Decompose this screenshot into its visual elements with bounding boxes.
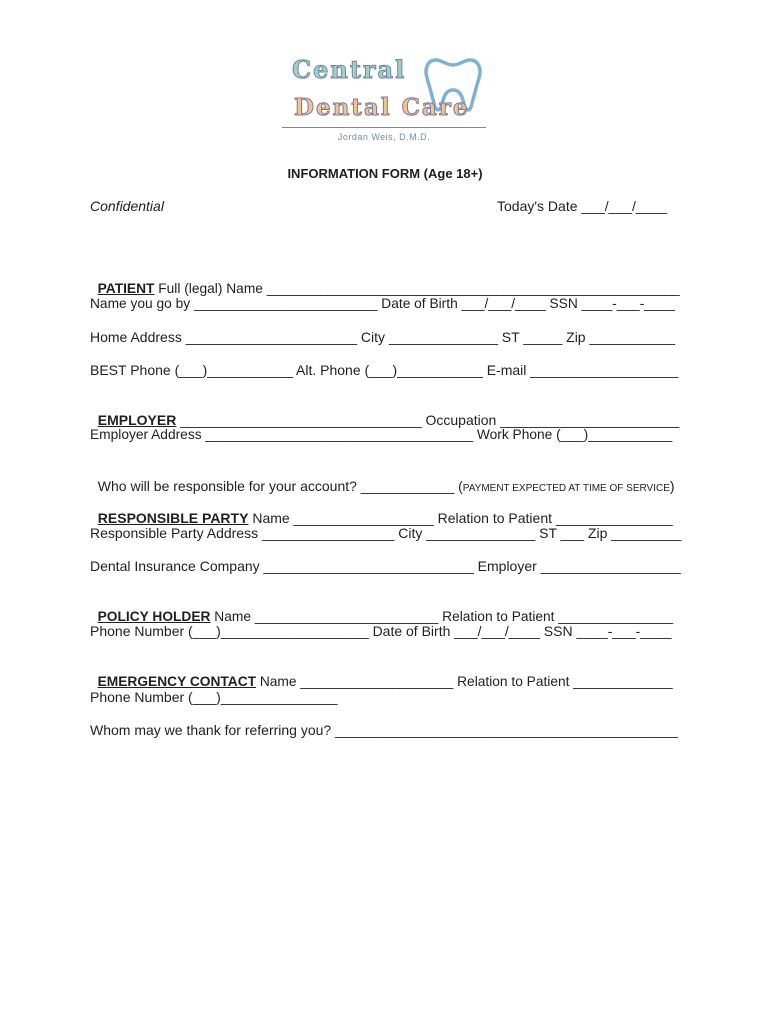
- employer-field[interactable]: _______________________________ Occupation _______________________: [176, 412, 680, 428]
- insurance-row[interactable]: Dental Insurance Company ___________________________ Employer __________________: [90, 558, 681, 574]
- form-title: INFORMATION FORM (Age 18+): [287, 166, 483, 181]
- home-address-row[interactable]: Home Address ______________________ City ______________ ST _____ Zip ___________: [90, 329, 676, 345]
- todays-date-field[interactable]: Today's Date ___/___/____: [497, 198, 668, 214]
- practice-logo: [282, 52, 488, 142]
- patient-heading: PATIENT: [97, 281, 155, 296]
- logo-doctor-name: Jordan Weis, D.M.D.: [337, 132, 431, 142]
- emergency-contact-row[interactable]: [90, 655, 682, 691]
- referral-row[interactable]: Whom may we thank for referring you? ____________________________________________: [90, 722, 678, 738]
- patient-name-row[interactable]: [90, 262, 682, 298]
- responsible-party-row[interactable]: [90, 491, 682, 527]
- payment-note: PAYMENT EXPECTED AT TIME OF SERVICE: [462, 483, 670, 494]
- logo-line-central: Central: [292, 55, 407, 84]
- phone-email-row[interactable]: BEST Phone (___)___________ Alt. Phone (___)___________ E-mail ___________________: [90, 362, 679, 378]
- emergency-contact-field[interactable]: Name ____________________ Relation to Patient _____________: [256, 674, 673, 689]
- responsible-account-field[interactable]: Who will be responsible for your account? ____________ (: [97, 478, 463, 494]
- responsible-party-heading: RESPONSIBLE PARTY: [97, 510, 249, 526]
- logo-line-dental-care: Dental Care: [294, 94, 470, 121]
- employer-heading: EMPLOYER: [97, 412, 177, 428]
- responsible-party-address-row[interactable]: Responsible Party Address _________________ City ______________ ST ___ Zip _________: [90, 525, 682, 541]
- policy-holder-row[interactable]: [90, 590, 682, 626]
- employer-address-row[interactable]: Employer Address ___________________________________ Work Phone (___)___________: [90, 427, 673, 442]
- employer-row[interactable]: [90, 393, 682, 429]
- policy-holder-heading: POLICY HOLDER: [97, 609, 211, 624]
- payment-note-close: ): [669, 478, 675, 494]
- policy-holder-phone-row[interactable]: Phone Number (___)___________________ Date of Birth ___/___/____ SSN ____-___-____: [90, 623, 672, 639]
- responsible-party-field[interactable]: Name __________________ Relation to Patient _______________: [248, 510, 673, 526]
- patient-name-field[interactable]: Full (legal) Name ______________________________________________________: [154, 281, 680, 296]
- policy-holder-field[interactable]: Name ________________________ Relation to Patient _______________: [210, 609, 674, 624]
- emergency-phone-row[interactable]: Phone Number (___)_______________: [90, 689, 338, 705]
- emergency-contact-heading: EMERGENCY CONTACT: [97, 674, 257, 689]
- logo-divider: [282, 127, 486, 128]
- nickname-dob-ssn-row[interactable]: Name you go by ________________________ Date of Birth ___/___/____ SSN ____-___-____: [90, 296, 675, 311]
- confidential-label: Confidential: [90, 198, 164, 214]
